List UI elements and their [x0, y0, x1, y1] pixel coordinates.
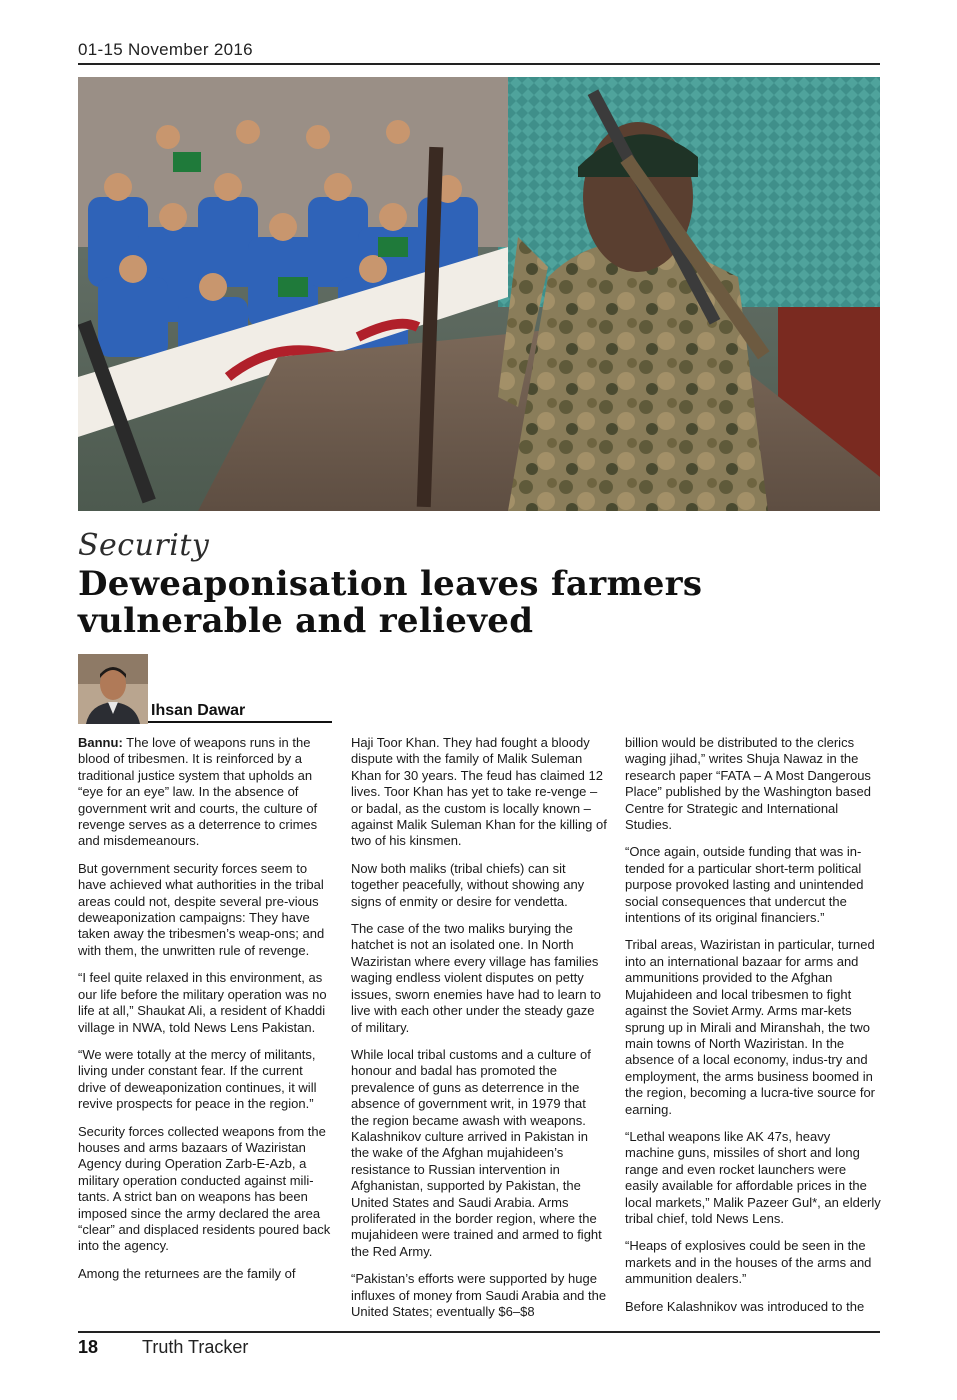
paragraph: Security forces collected weapons from the houses and arms bazaars of Waziristan Agency during Operation Zarb-E-Azb, a military operation conducted against mili-tants. A strict ban on weapons has been imposed since the army declared the area “clear” and displaced residents poured back into the agency. — [78, 1123, 331, 1254]
paragraph: “Lethal weapons like AK 47s, heavy machine guns, missiles of short and long range and even rocket launchers were easily available for affordable prices in the local markets,” Malik Pazeer Gul*, an elderly tribal chief, told News Lens. — [625, 1128, 881, 1226]
paragraph: “Once again, outside funding that was in-tended for a particular short-term political purpose provoked lasting and unintended social consequences that undercut the intentions of its original financiers.” — [625, 844, 864, 926]
paragraph-text: The love of weapons runs in the blood of tribesmen. It is reinforced by a traditional justice system that upholds an “eye for an eye” law. In the absence of government writ and courts, the culture of revenge serves as a deterrence to crimes and misdemeanours. — [78, 735, 318, 849]
paragraph: Now both maliks (tribal chiefs) can sit together peacefully, without showing any signs of enmity or desire for vendetta. — [351, 860, 585, 909]
paragraph: billion would be distributed to the clerics waging jihad,” writes Shuja Nawaz in the research paper “FATA – A Most Dangerous Place” published by the Washington based Centre for Strategic and International Studies. — [625, 735, 871, 833]
footer-rule — [78, 1331, 880, 1333]
section-label: Security — [78, 528, 210, 563]
article-column-1 — [78, 735, 334, 1293]
paragraph: “We were totally at the mercy of militants, living under constant fear. If the current drive of deweaponization continues, it will revive prospects for peace in the region.” — [78, 1046, 317, 1112]
header-rule — [78, 63, 880, 65]
paragraph: “I feel quite relaxed in this environment, as our life before the military operation was no life at all,” Shaukat Ali, a resident of Khaddi village in NWA, told News Lens Pakistan. — [78, 970, 327, 1035]
paragraph: But government security forces seem to have achieved what authorities in the tribal areas could not, despite several pre-vious deweaponization campaigns: They have taken away the tribesmen’s weap-ons; and with them, the unwritten rule of revenge. — [78, 860, 325, 958]
article-column-2 — [351, 735, 607, 1331]
issue-date: 01-15 November 2016 — [78, 40, 253, 59]
publication-name: Truth Tracker — [142, 1337, 249, 1357]
paragraph: Before Kalashnikov was introduced to the — [625, 1298, 865, 1314]
paragraph: While local tribal customs and a culture of honour and badal has promoted the prevalence of guns as deterrence in the absence of government writ, in 1979 that the region became awash with weapons. Kalashnikov culture arrived in Pakistan in the wake of the Afghan mujahideen’s resistance to Russian intervention in Afghanistan, supported by Pakistan, the United States and Saudi Arabia. Arms proliferated in the border region, where the mujahideen were trained and armed to fight the Red Army. — [351, 1046, 602, 1259]
paragraph: Tribal areas, Waziristan in particular, turned into an international bazaar for arms and ammunitions provided to the Afghan Mujahideen and local tribesmen to fight against the Soviet Army. Arms mar-kets sprung up in Mirali and Miranshah, the two main towns of North Waziristan. In the absence of a local economy, indus-try and employment, the arms business boomed in the region, becoming a lucra-tive source for earning. — [625, 937, 876, 1117]
author-photo — [78, 654, 148, 724]
paragraph: “Pakistan’s efforts were supported by huge influxes of money from Saudi Arabia and the United States; eventually $6–$8 — [351, 1271, 607, 1319]
dateline: Bannu: — [78, 735, 123, 750]
paragraph — [78, 735, 334, 850]
paragraph: “Heaps of explosives could be seen in the markets and in the houses of the arms and ammunition dealers.” — [625, 1238, 872, 1287]
author-portrait-icon — [78, 654, 148, 724]
article-headline: Deweaponisation leaves farmers vulnerable and relieved — [78, 564, 703, 641]
paragraph: Among the returnees are the family of — [78, 1265, 296, 1281]
page-number: 18 — [78, 1337, 99, 1357]
author-rule — [148, 721, 332, 723]
article-photo — [78, 77, 880, 511]
author-name: Ihsan Dawar — [151, 702, 246, 719]
paragraph: Haji Toor Khan. They had fought a bloody dispute with the family of Malik Suleman Khan for 30 years. The feud has claimed 12 lives. Toor Khan has yet to take re-venge – or badal, as the custom is locally known – against Malik Suleman Khan for the killing of two of his kinsmen. — [351, 735, 607, 849]
photo-soldier-addressing-tribesmen-icon — [78, 77, 880, 511]
article-column-3 — [625, 735, 881, 1326]
paragraph: The case of the two maliks burying the hatchet is not an isolated one. In North Waziristan where every village has families waging endless violent disputes on petty issues, sworn enemies have had to learn to live with each other under the steady gaze of military. — [351, 921, 602, 1035]
